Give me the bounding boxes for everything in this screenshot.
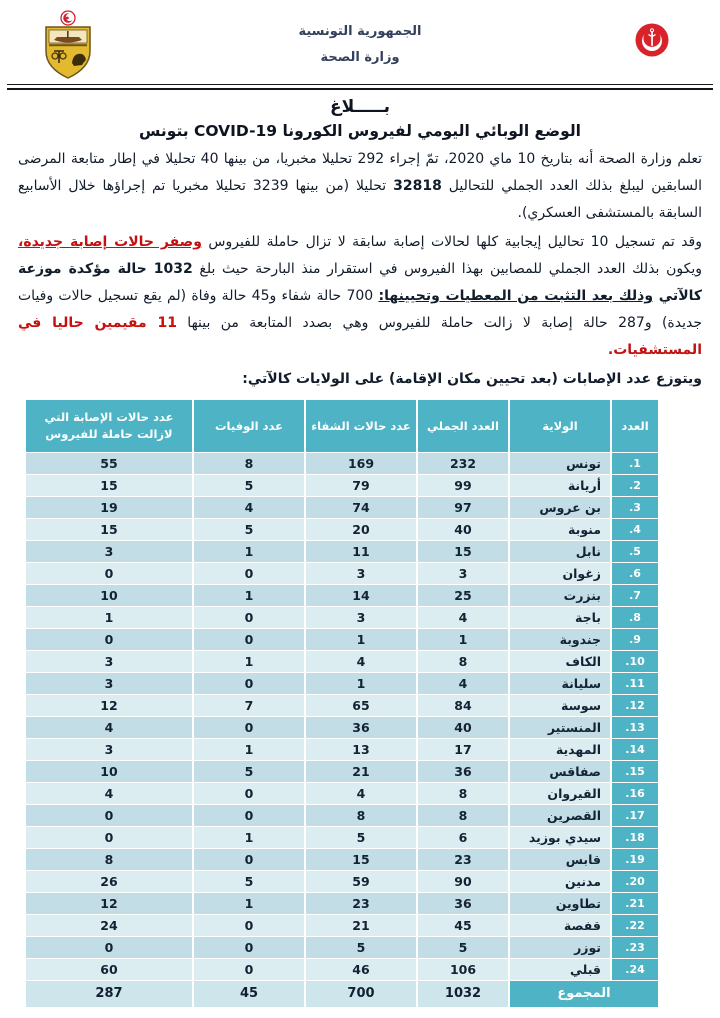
stat-total: 1 [418,629,508,650]
stat-total: 4 [418,607,508,628]
governorate-name: أريانة [510,475,610,496]
stat-carriers: 60 [26,959,192,980]
row-index: 13. [612,717,658,738]
row-index: 5. [612,541,658,562]
row-index: 12. [612,695,658,716]
governorate-name: المنستير [510,717,610,738]
row-index: 18. [612,827,658,848]
text-segment: تحليلا (من بينها 3239 تحليلا مخبريا تم إجراؤها خلال الأسابيع السابقة بالمستشفى العسكري). [18,178,702,222]
stat-carriers: 0 [26,805,192,826]
text-segment: تعلم وزارة الصحة أنه بتاريخ 10 ماي 2020، تمّ إجراء 292 تحليلا مخبريا، من بينها 40 تحليلا في إطار متابعة المرضى السابقين ليبلغ بذلك العدد الجملي للتحاليل [18,151,702,195]
table-row [26,871,658,892]
table-row [26,497,658,518]
stat-recovered: 11 [306,541,416,562]
stat-total: 23 [418,849,508,870]
stat-recovered: 3 [306,607,416,628]
governorate-name: توزر [510,937,610,958]
stat-deaths: 0 [194,717,304,738]
ministry-title: وزارة الصحة [320,50,400,65]
governorate-name: سوسة [510,695,610,716]
stat-deaths: 1 [194,541,304,562]
table-row [26,893,658,914]
stat-deaths: 1 [194,827,304,848]
stat-carriers: 10 [26,761,192,782]
stat-deaths: 1 [194,651,304,672]
stat-total: 15 [418,541,508,562]
text-segment: 1032 حالة مؤكدة موزعة كالآتي [18,261,703,305]
governorate-name: صفاقس [510,761,610,782]
stat-recovered: 5 [306,937,416,958]
row-index: 11. [612,673,658,694]
table-row [26,563,658,584]
governorate-name: القيروان [510,783,610,804]
table-intro-line: ويتوزع عدد الإصابات (بعد تحيين مكان الإقامة) على الولايات كالآتي: [242,371,702,388]
stat-total: 3 [418,563,508,584]
stat-total: 45 [418,915,508,936]
text-segment: وقد تم تسجيل 10 تحاليل إيجابية كلها لحالات إصابة سابقة لا تزال حاملة للفيروس [201,234,703,251]
header-divider [7,84,713,90]
governorate-name: زغوان [510,563,610,584]
table-row [26,475,658,496]
stat-deaths: 0 [194,607,304,628]
row-index: 3. [612,497,658,518]
stat-recovered: 14 [306,585,416,606]
stat-deaths: 0 [194,629,304,650]
table-row [26,717,658,738]
row-index: 24. [612,959,658,980]
stat-recovered: 21 [306,915,416,936]
row-index: 16. [612,783,658,804]
stat-recovered: 46 [306,959,416,980]
total-carriers: 287 [26,981,192,1007]
stat-deaths: 1 [194,739,304,760]
communique-title: بـــــلاغ [330,97,390,117]
stat-carriers: 0 [26,629,192,650]
table-row [26,541,658,562]
table-row [26,651,658,672]
table-row [26,915,658,936]
stat-total: 4 [418,673,508,694]
stat-recovered: 23 [306,893,416,914]
stat-deaths: 0 [194,563,304,584]
table-row [26,673,658,694]
stat-carriers: 26 [26,871,192,892]
stat-carriers: 4 [26,717,192,738]
row-index: 10. [612,651,658,672]
governorates-table [24,399,660,1008]
row-index: 17. [612,805,658,826]
text-segment: 32818 [393,178,442,195]
stat-total: 8 [418,651,508,672]
stat-total: 232 [418,453,508,474]
stat-recovered: 74 [306,497,416,518]
stat-recovered: 3 [306,563,416,584]
stat-total: 97 [418,497,508,518]
column-header-total: العدد الجملي [418,400,508,452]
row-index: 4. [612,519,658,540]
table-row [26,805,658,826]
table-row [26,585,658,606]
governorate-name: نابل [510,541,610,562]
paragraph-lab-tests [18,146,702,227]
row-index: 2. [612,475,658,496]
row-index: 20. [612,871,658,892]
stat-deaths: 0 [194,805,304,826]
text-segment: ويكون بذلك العدد الجملي للمصابين بهذا الفيروس في استقرار منذ البارحة حيث بلغ [192,261,702,278]
stat-carriers: 0 [26,937,192,958]
stat-total: 6 [418,827,508,848]
text-segment: وصفر حالات إصابة جديدة، [18,234,202,251]
stat-carriers: 10 [26,585,192,606]
text-segment: 11 مقيمين حاليا في المستشفيات. [18,315,702,359]
stat-deaths: 0 [194,673,304,694]
stat-deaths: 0 [194,783,304,804]
governorate-name: قبلي [510,959,610,980]
table-row [26,519,658,540]
governorate-name: سيدي بوزيد [510,827,610,848]
column-header-index: العدد [612,400,658,452]
stat-carriers: 0 [26,563,192,584]
governorate-name: تطاوين [510,893,610,914]
stat-total: 40 [418,717,508,738]
stat-recovered: 36 [306,717,416,738]
stat-recovered: 4 [306,783,416,804]
stat-total: 36 [418,893,508,914]
stat-carriers: 12 [26,893,192,914]
stat-deaths: 5 [194,761,304,782]
text-segment: وذلك بعد التثبت من المعطيات وتحيينها: [378,288,654,305]
stat-total: 106 [418,959,508,980]
table-row [26,959,658,980]
table-row [26,453,658,474]
republic-title: الجمهورية التونسية [298,24,422,39]
total-recovered: 700 [306,981,416,1007]
paragraph-case-counts [18,229,702,364]
total-cases: 1032 [418,981,508,1007]
row-index: 7. [612,585,658,606]
stat-deaths: 8 [194,453,304,474]
header-titles [0,24,720,65]
stat-carriers: 55 [26,453,192,474]
row-index: 8. [612,607,658,628]
stat-deaths: 0 [194,849,304,870]
stat-deaths: 4 [194,497,304,518]
stat-total: 90 [418,871,508,892]
stat-recovered: 1 [306,673,416,694]
governorate-name: المهدية [510,739,610,760]
governorate-name: منوبة [510,519,610,540]
stat-carriers: 24 [26,915,192,936]
column-header-governorate: الولاية [510,400,610,452]
row-index: 9. [612,629,658,650]
stat-deaths: 5 [194,871,304,892]
stat-carriers: 4 [26,783,192,804]
stat-deaths: 0 [194,915,304,936]
stat-deaths: 5 [194,519,304,540]
stat-total: 17 [418,739,508,760]
governorate-name: قابس [510,849,610,870]
table-row [26,761,658,782]
stat-deaths: 1 [194,893,304,914]
governorate-name: مدنين [510,871,610,892]
document-header [0,0,720,84]
stat-carriers: 15 [26,475,192,496]
stat-recovered: 169 [306,453,416,474]
stat-carriers: 1 [26,607,192,628]
column-header-recovered: عدد حالات الشفاء [306,400,416,452]
governorate-name: سليانة [510,673,610,694]
stat-carriers: 12 [26,695,192,716]
governorate-name: بنزرت [510,585,610,606]
ministry-health-logo-icon [634,22,670,58]
stat-deaths: 0 [194,937,304,958]
governorate-name: القصرين [510,805,610,826]
stat-carriers: 3 [26,739,192,760]
stat-total: 36 [418,761,508,782]
stat-recovered: 65 [306,695,416,716]
stat-recovered: 15 [306,849,416,870]
stat-total: 84 [418,695,508,716]
table-row [26,607,658,628]
stat-carriers: 0 [26,827,192,848]
table-row [26,937,658,958]
stat-total: 8 [418,805,508,826]
stat-recovered: 79 [306,475,416,496]
stat-carriers: 3 [26,673,192,694]
stat-total: 5 [418,937,508,958]
table-row [26,695,658,716]
table-row [26,849,658,870]
total-deaths: 45 [194,981,304,1007]
column-header-carriers: عدد حالات الإصابة التي لازالت حاملة للفيروس [26,400,192,452]
row-index: 15. [612,761,658,782]
row-index: 21. [612,893,658,914]
stat-recovered: 13 [306,739,416,760]
stat-carriers: 19 [26,497,192,518]
stat-recovered: 8 [306,805,416,826]
stat-carriers: 15 [26,519,192,540]
stat-recovered: 21 [306,761,416,782]
stat-recovered: 59 [306,871,416,892]
row-index: 6. [612,563,658,584]
stat-total: 25 [418,585,508,606]
stat-recovered: 1 [306,629,416,650]
stat-total: 40 [418,519,508,540]
table-total-row [26,981,658,1007]
row-index: 1. [612,453,658,474]
row-index: 23. [612,937,658,958]
stat-carriers: 8 [26,849,192,870]
row-index: 19. [612,849,658,870]
stat-recovered: 5 [306,827,416,848]
stat-carriers: 3 [26,651,192,672]
governorate-name: جندوبة [510,629,610,650]
governorate-name: قفصة [510,915,610,936]
table-row [26,739,658,760]
stat-recovered: 4 [306,651,416,672]
governorate-name: تونس [510,453,610,474]
column-header-deaths: عدد الوفيات [194,400,304,452]
table-row [26,827,658,848]
row-index: 22. [612,915,658,936]
stat-recovered: 20 [306,519,416,540]
governorate-name: باجة [510,607,610,628]
total-label: المجموع [510,981,658,1007]
stat-carriers: 3 [26,541,192,562]
table-header-row [26,400,658,452]
report-subtitle: الوضع الوبائي اليومي لفيروس الكورونا COVID-19 بتونس [139,122,581,140]
stat-total: 99 [418,475,508,496]
stat-deaths: 7 [194,695,304,716]
governorate-name: بن عروس [510,497,610,518]
stat-deaths: 0 [194,959,304,980]
stat-deaths: 5 [194,475,304,496]
text-segment: 700 حالة شفاء و45 حالة وفاة (لم يقع تسجيل حالات وفيات جديدة) و287 حالة إصابة لا زالت حاملة للفيروس وهي بصدد المتابعة من بينها [18,288,702,332]
stat-deaths: 1 [194,585,304,606]
governorate-name: الكاف [510,651,610,672]
row-index: 14. [612,739,658,760]
table-row [26,783,658,804]
stat-total: 8 [418,783,508,804]
table-row [26,629,658,650]
